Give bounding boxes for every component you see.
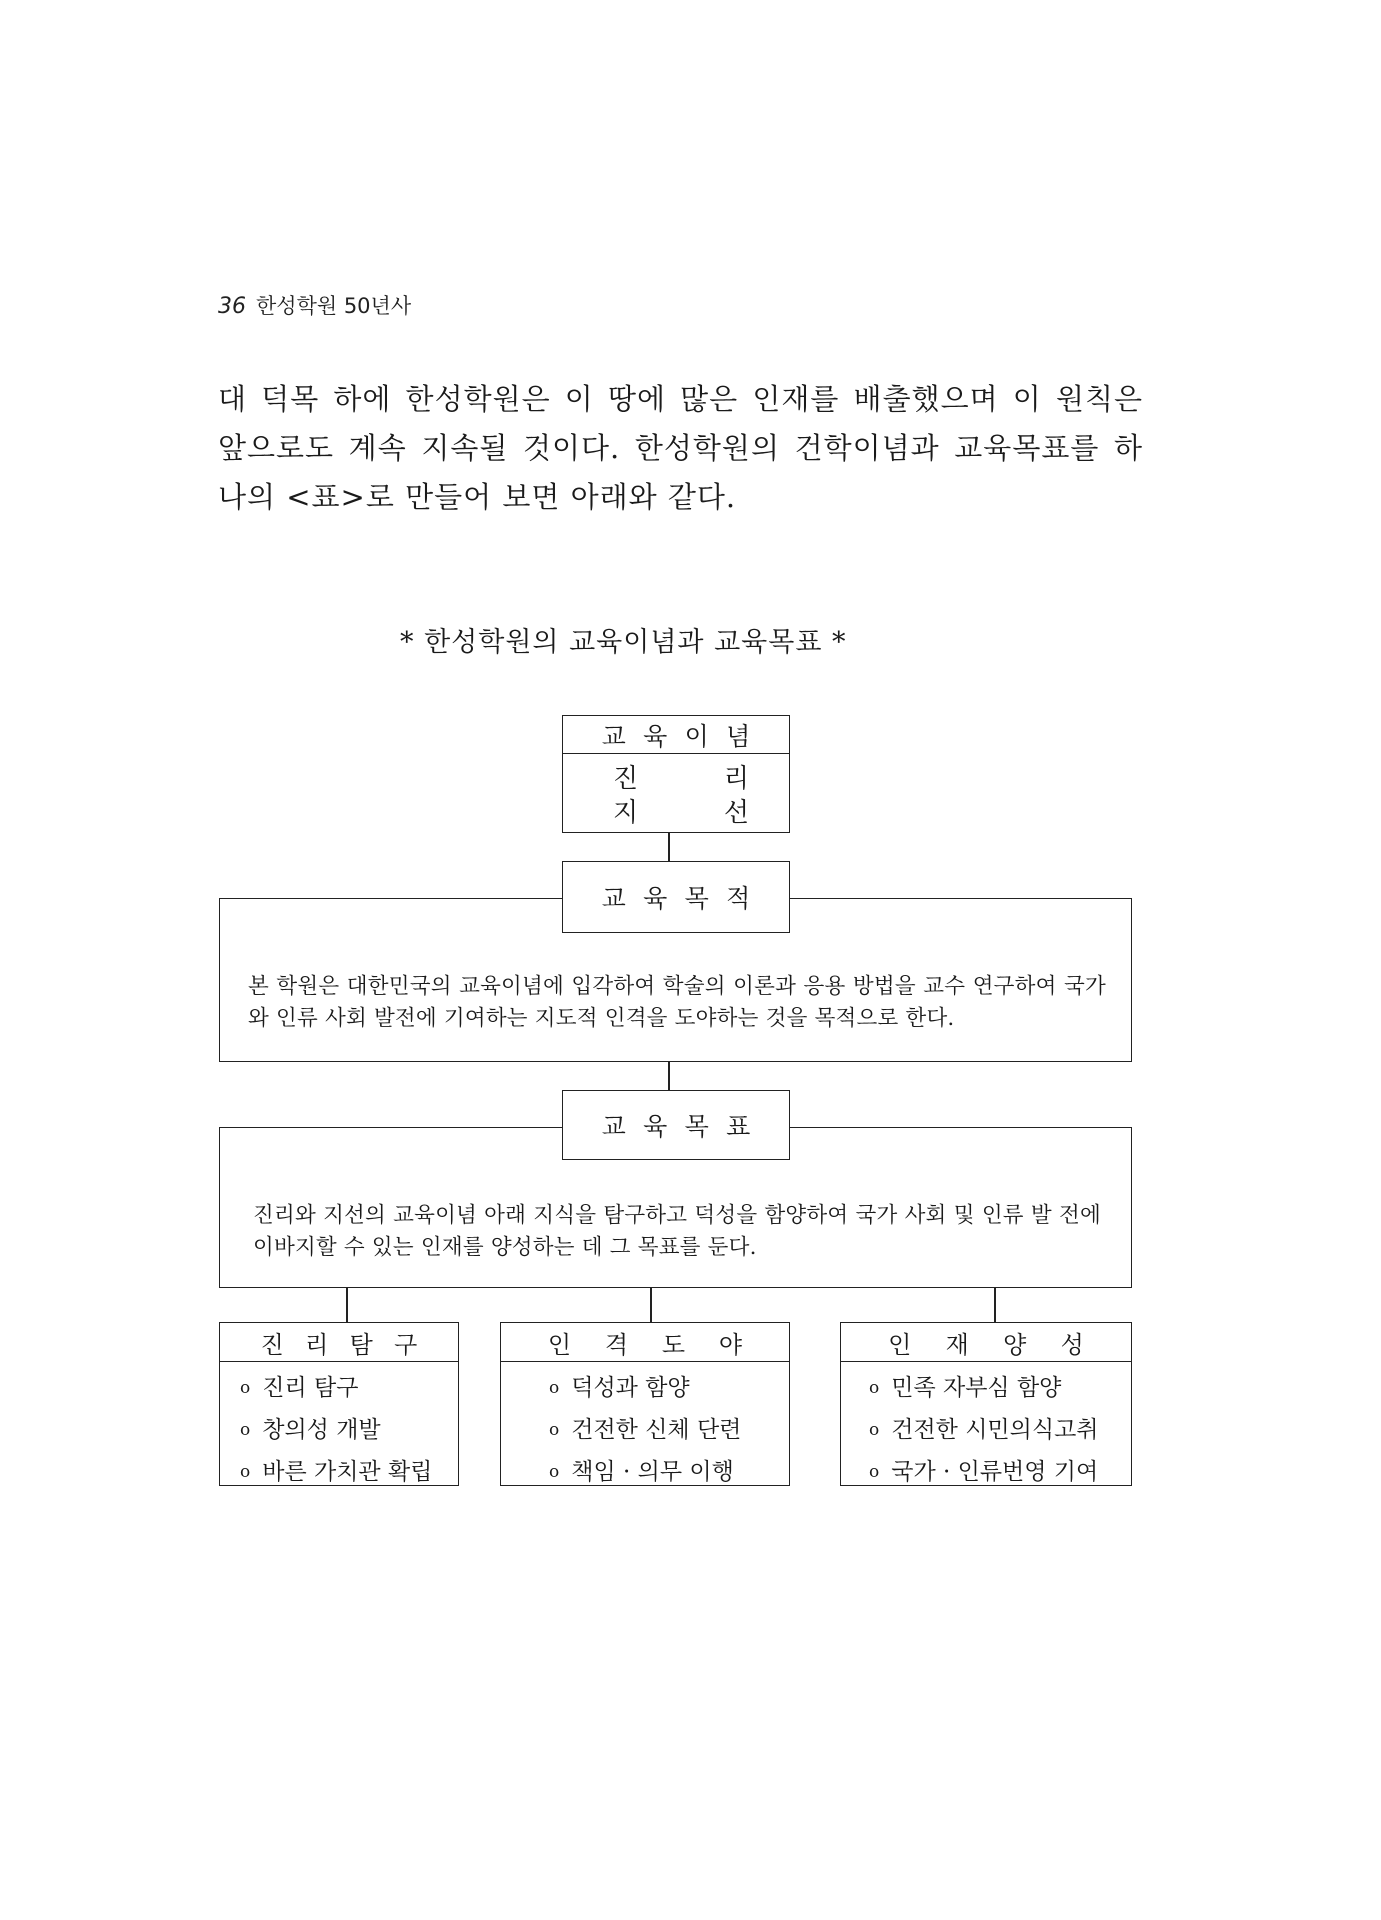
label-char: 교 — [601, 721, 626, 751]
ideology-value: 리 — [723, 764, 749, 794]
ideology-value: 진 — [613, 764, 639, 794]
body-line: 대 덕목 하에 한성학원은 이 땅에 많은 인재를 배출했으며 이 원칙은 — [218, 382, 1143, 416]
label-char: 표 — [726, 1112, 751, 1141]
label-char: 교 — [601, 884, 626, 913]
goal-item: o 국가 · 인류번영 기여 — [869, 1452, 1131, 1494]
ideology-values — [563, 754, 789, 830]
connector — [650, 1288, 652, 1324]
label-char: 목 — [684, 884, 709, 913]
label-char: 이 — [684, 721, 709, 751]
diagram-title: * 한성학원의 교육이념과 교육목표 * — [400, 627, 847, 658]
goal-item: o 건전한 신체 단련 — [549, 1410, 789, 1452]
body-line: 앞으로도 계속 지속될 것이다. 한성학원의 건학이념과 교육목표를 하 — [218, 431, 1143, 465]
connector — [346, 1288, 348, 1324]
label-char: 진 — [260, 1330, 284, 1359]
label-char: 성 — [1060, 1330, 1084, 1359]
goal-item: o 바른 가치관 확립 — [240, 1452, 458, 1494]
body-line: 나의 <표>로 만들어 보면 아래와 같다. — [218, 480, 737, 514]
ideology-label — [563, 716, 789, 754]
label-char: 육 — [643, 884, 668, 913]
label-char: 육 — [643, 721, 668, 751]
label-char: 도 — [661, 1330, 686, 1359]
ideology-box — [562, 715, 790, 833]
page-number: 36 — [218, 294, 246, 319]
book-title: 한성학원 50년사 — [256, 294, 412, 318]
label-char: 적 — [726, 884, 751, 913]
label-char: 육 — [643, 1112, 668, 1141]
connector — [668, 1062, 670, 1090]
goal-item: o 건전한 시민의식고취 — [869, 1410, 1131, 1452]
label-char: 재 — [945, 1330, 969, 1359]
goal-text: 진리와 지선의 교육이념 아래 지식을 탐구하고 덕성을 함양하여 국가 사회 및 인류 발 전에 이바지할 수 있는 인재를 양성하는 데 그 목표를 둔다. — [253, 1203, 1101, 1260]
label-char: 목 — [684, 1112, 709, 1141]
label-char: 인 — [547, 1330, 572, 1359]
ideology-value: 지 — [613, 798, 639, 828]
connector — [668, 833, 670, 861]
label-char: 탐 — [349, 1330, 373, 1359]
goal-truth-title — [220, 1323, 458, 1362]
goal-character-title — [501, 1323, 789, 1362]
goal-item: o 책임 · 의무 이행 — [549, 1452, 789, 1494]
goal-label — [562, 1090, 790, 1160]
goal-character-box — [500, 1322, 790, 1486]
running-header — [218, 290, 411, 320]
label-char: 리 — [305, 1330, 329, 1359]
goal-item: o 덕성과 함양 — [549, 1368, 789, 1410]
label-char: 야 — [718, 1330, 743, 1359]
goal-item: o 창의성 개발 — [240, 1410, 458, 1452]
body-paragraph — [218, 375, 1143, 522]
purpose-text: 본 학원은 대한민국의 교육이념에 입각하여 학술의 이론과 응용 방법을 교수 연구하여 국가와 인류 사회 발전에 기여하는 지도적 인격을 도야하는 것을 목적으로 한다. — [248, 974, 1106, 1031]
ideology-value: 선 — [723, 798, 749, 828]
goal-item: o 민족 자부심 함양 — [869, 1368, 1131, 1410]
connector — [994, 1288, 996, 1324]
label-char: 구 — [394, 1330, 418, 1359]
label-char: 인 — [888, 1330, 912, 1359]
goal-talent-box — [840, 1322, 1132, 1486]
goal-truth-box — [219, 1322, 459, 1486]
purpose-label — [562, 861, 790, 933]
label-char: 양 — [1003, 1330, 1027, 1359]
label-char: 교 — [601, 1112, 626, 1141]
goal-talent-title — [841, 1323, 1131, 1362]
label-char: 념 — [726, 721, 751, 751]
goal-item: o 진리 탐구 — [240, 1368, 458, 1410]
label-char: 격 — [604, 1330, 629, 1359]
